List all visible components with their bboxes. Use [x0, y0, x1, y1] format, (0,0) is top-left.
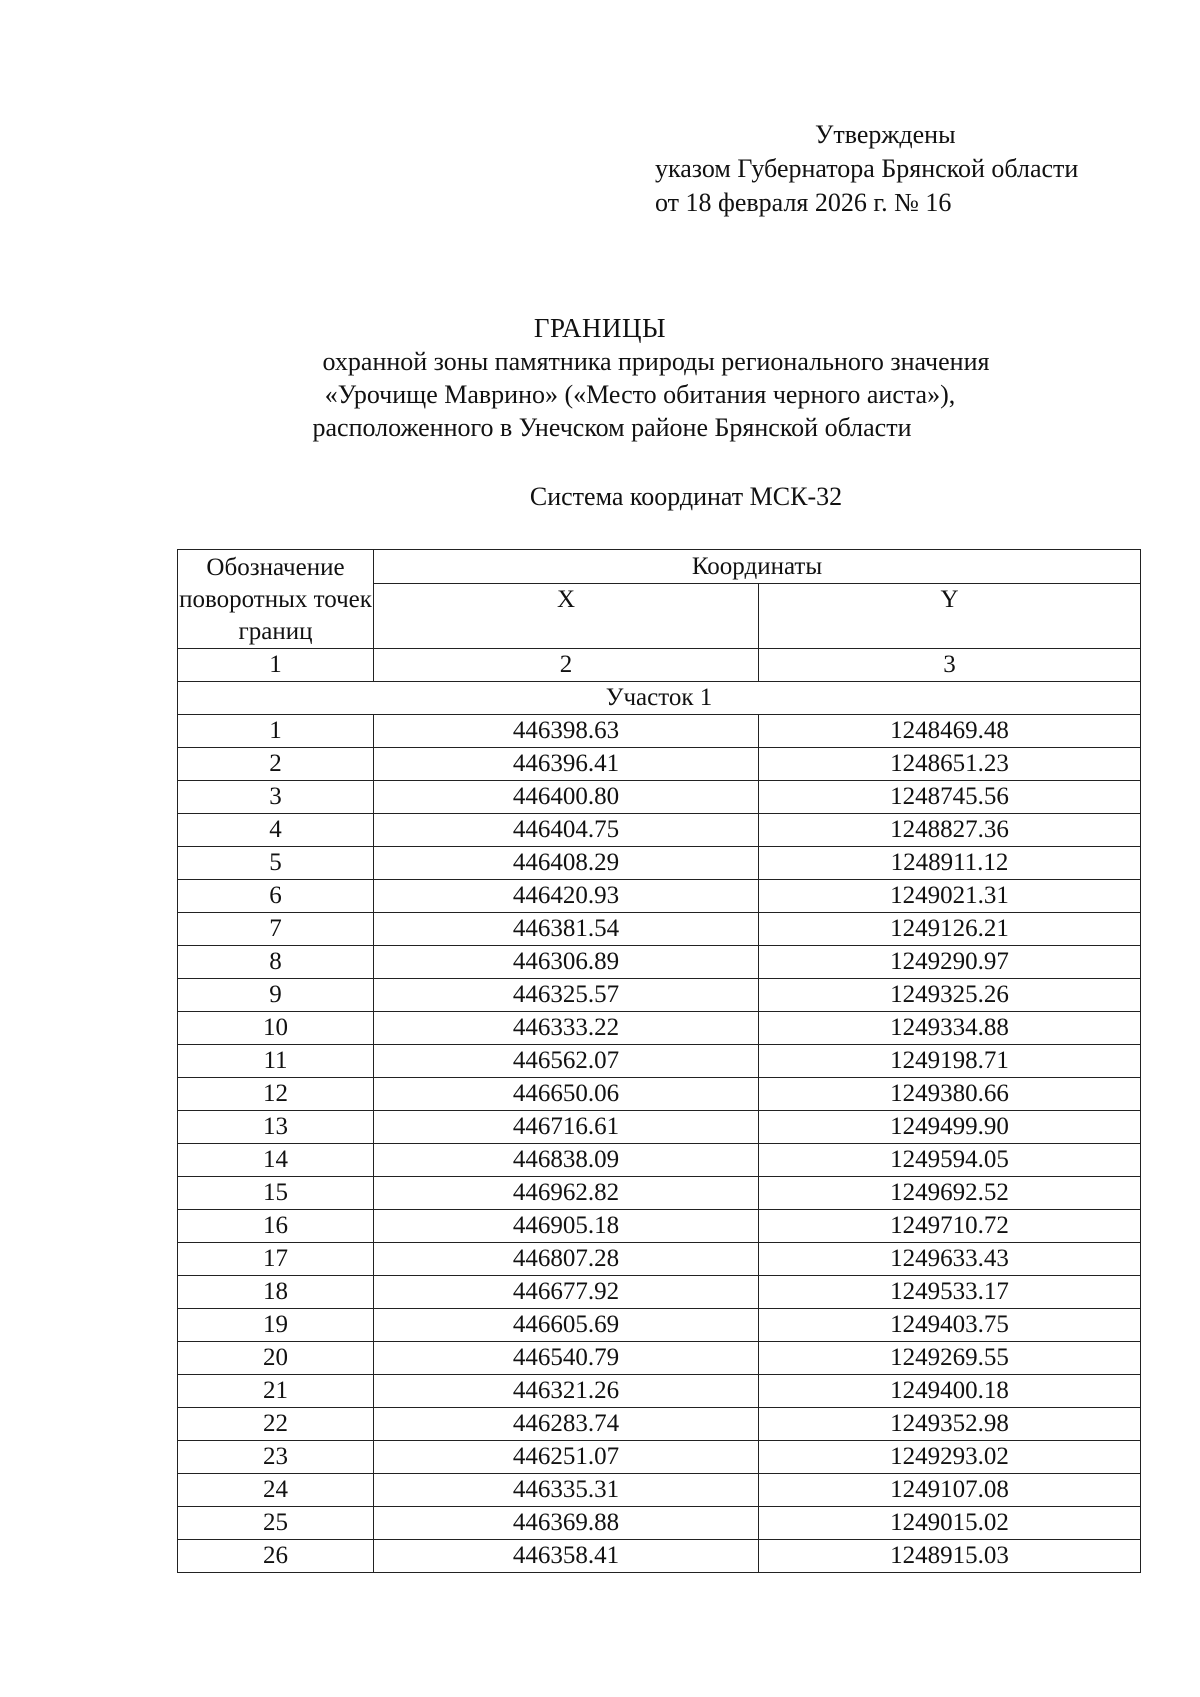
table-row	[178, 979, 1141, 1012]
x-coordinate-cell: 446251.07	[374, 1441, 759, 1474]
x-coordinate-cell: 446650.06	[374, 1078, 759, 1111]
table-row	[178, 1045, 1141, 1078]
table-row	[178, 1210, 1141, 1243]
y-coordinate-cell: 1249126.21	[759, 913, 1141, 946]
point-number-cell: 6	[178, 880, 374, 913]
point-number-cell: 11	[178, 1045, 374, 1078]
y-coordinate-cell: 1249352.98	[759, 1408, 1141, 1441]
point-number-cell: 17	[178, 1243, 374, 1276]
table-row	[178, 1012, 1141, 1045]
point-number-cell: 22	[178, 1408, 374, 1441]
table-row	[178, 1276, 1141, 1309]
y-coordinate-cell: 1249499.90	[759, 1111, 1141, 1144]
y-coordinate-cell: 1249015.02	[759, 1507, 1141, 1540]
table-row	[178, 781, 1141, 814]
point-number-cell: 15	[178, 1177, 374, 1210]
point-number-cell: 12	[178, 1078, 374, 1111]
point-number-cell: 14	[178, 1144, 374, 1177]
table-row	[178, 1408, 1141, 1441]
x-coordinate-cell: 446358.41	[374, 1540, 759, 1573]
point-number-cell: 10	[178, 1012, 374, 1045]
x-coordinate-cell: 446404.75	[374, 814, 759, 847]
x-coordinate-cell: 446325.57	[374, 979, 759, 1012]
header-coordinates: Координаты	[374, 550, 1141, 584]
y-coordinate-cell: 1249325.26	[759, 979, 1141, 1012]
table-row	[178, 1309, 1141, 1342]
y-coordinate-cell: 1249692.52	[759, 1177, 1141, 1210]
point-number-cell: 4	[178, 814, 374, 847]
title-heading: ГРАНИЦЫ	[533, 313, 667, 343]
table-row	[178, 1243, 1141, 1276]
point-number-cell: 13	[178, 1111, 374, 1144]
point-number-cell: 26	[178, 1540, 374, 1573]
y-coordinate-cell: 1249107.08	[759, 1474, 1141, 1507]
table-row	[178, 1078, 1141, 1111]
coordinates-table	[177, 549, 1141, 1573]
table-row	[178, 1375, 1141, 1408]
y-coordinate-cell: 1249380.66	[759, 1078, 1141, 1111]
y-coordinate-cell: 1249633.43	[759, 1243, 1141, 1276]
table-row	[178, 1540, 1141, 1573]
title-line-3: расположенного в Унечском районе Брянской области	[312, 413, 912, 442]
title-line-2: «Урочище Маврино» («Место обитания черного аиста»),	[324, 380, 956, 409]
x-coordinate-cell: 446605.69	[374, 1309, 759, 1342]
x-coordinate-cell: 446540.79	[374, 1342, 759, 1375]
y-coordinate-cell: 1249594.05	[759, 1144, 1141, 1177]
point-number-cell: 7	[178, 913, 374, 946]
point-number-cell: 20	[178, 1342, 374, 1375]
table-row	[178, 847, 1141, 880]
approval-line-date: от 18 февраля 2026 г. № 16	[655, 188, 952, 217]
point-number-cell: 8	[178, 946, 374, 979]
y-coordinate-cell: 1249290.97	[759, 946, 1141, 979]
point-number-cell: 16	[178, 1210, 374, 1243]
approval-block	[655, 118, 1078, 220]
document-title	[0, 312, 1200, 444]
y-coordinate-cell: 1249710.72	[759, 1210, 1141, 1243]
point-number-cell: 25	[178, 1507, 374, 1540]
x-coordinate-cell: 446369.88	[374, 1507, 759, 1540]
column-numbers-row	[178, 649, 1141, 682]
table-row	[178, 1342, 1141, 1375]
x-coordinate-cell: 446420.93	[374, 880, 759, 913]
approval-line-decree: указом Губернатора Брянской области	[655, 154, 1079, 183]
table-header-row	[178, 550, 1141, 584]
y-coordinate-cell: 1248911.12	[759, 847, 1141, 880]
point-number-cell: 19	[178, 1309, 374, 1342]
x-coordinate-cell: 446321.26	[374, 1375, 759, 1408]
point-number-cell: 21	[178, 1375, 374, 1408]
y-coordinate-cell: 1248827.36	[759, 814, 1141, 847]
x-coordinate-cell: 446962.82	[374, 1177, 759, 1210]
point-number-cell: 23	[178, 1441, 374, 1474]
y-coordinate-cell: 1249400.18	[759, 1375, 1141, 1408]
table-row	[178, 814, 1141, 847]
coordinate-system-label	[0, 480, 1200, 514]
x-coordinate-cell: 446562.07	[374, 1045, 759, 1078]
y-coordinate-cell: 1249403.75	[759, 1309, 1141, 1342]
x-coordinate-cell: 446396.41	[374, 748, 759, 781]
header-point-label: Обозначение поворотных точек границ	[178, 550, 374, 649]
table-row	[178, 880, 1141, 913]
table-row	[178, 1441, 1141, 1474]
point-number-cell: 2	[178, 748, 374, 781]
x-coordinate-cell: 446283.74	[374, 1408, 759, 1441]
y-coordinate-cell: 1248745.56	[759, 781, 1141, 814]
point-number-cell: 3	[178, 781, 374, 814]
x-coordinate-cell: 446381.54	[374, 913, 759, 946]
column-number-2: 2	[374, 649, 759, 682]
table-row	[178, 1507, 1141, 1540]
y-coordinate-cell: 1249533.17	[759, 1276, 1141, 1309]
table-row	[178, 715, 1141, 748]
y-coordinate-cell: 1249269.55	[759, 1342, 1141, 1375]
table-row	[178, 913, 1141, 946]
x-coordinate-cell: 446716.61	[374, 1111, 759, 1144]
y-coordinate-cell: 1248469.48	[759, 715, 1141, 748]
table-row	[178, 1474, 1141, 1507]
y-coordinate-cell: 1249334.88	[759, 1012, 1141, 1045]
table-row	[178, 1111, 1141, 1144]
y-coordinate-cell: 1248651.23	[759, 748, 1141, 781]
table-row	[178, 1144, 1141, 1177]
x-coordinate-cell: 446398.63	[374, 715, 759, 748]
coordinate-system-text: Система координат МСК-32	[529, 482, 843, 511]
point-number-cell: 5	[178, 847, 374, 880]
x-coordinate-cell: 446905.18	[374, 1210, 759, 1243]
x-coordinate-cell: 446408.29	[374, 847, 759, 880]
x-coordinate-cell: 446333.22	[374, 1012, 759, 1045]
x-coordinate-cell: 446677.92	[374, 1276, 759, 1309]
y-coordinate-cell: 1249198.71	[759, 1045, 1141, 1078]
column-number-1: 1	[178, 649, 374, 682]
point-number-cell: 18	[178, 1276, 374, 1309]
x-coordinate-cell: 446838.09	[374, 1144, 759, 1177]
x-coordinate-cell: 446335.31	[374, 1474, 759, 1507]
x-coordinate-cell: 446306.89	[374, 946, 759, 979]
point-number-cell: 9	[178, 979, 374, 1012]
header-x: X	[374, 584, 759, 649]
y-coordinate-cell: 1248915.03	[759, 1540, 1141, 1573]
approval-line-approved: Утверждены	[815, 120, 956, 149]
table-row	[178, 1177, 1141, 1210]
title-line-1: охранной зоны памятника природы регионального значения	[322, 347, 990, 376]
y-coordinate-cell: 1249021.31	[759, 880, 1141, 913]
section-title: Участок 1	[178, 682, 1141, 715]
y-coordinate-cell: 1249293.02	[759, 1441, 1141, 1474]
section-row	[178, 682, 1141, 715]
table-row	[178, 748, 1141, 781]
x-coordinate-cell: 446807.28	[374, 1243, 759, 1276]
point-number-cell: 24	[178, 1474, 374, 1507]
x-coordinate-cell: 446400.80	[374, 781, 759, 814]
table-row	[178, 946, 1141, 979]
header-y: Y	[759, 584, 1141, 649]
column-number-3: 3	[759, 649, 1141, 682]
point-number-cell: 1	[178, 715, 374, 748]
